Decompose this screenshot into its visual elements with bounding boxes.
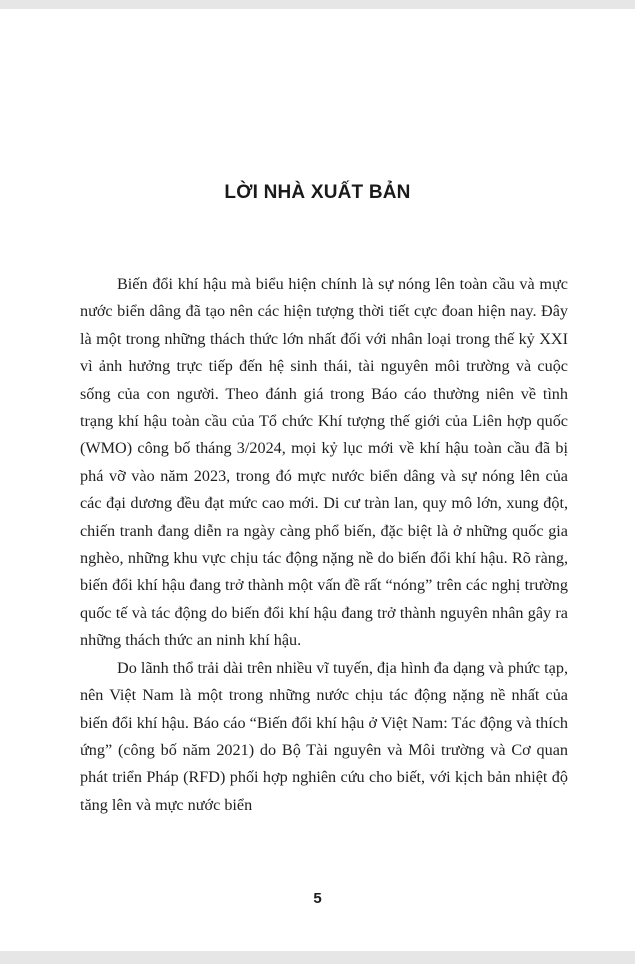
paragraph-1: Biến đổi khí hậu mà biểu hiện chính là sự nóng lên toàn cầu và mực nước biển dâng đã tạo nên các hiện tượng thời tiết cực đoan hiện nay. Đây là một trong những thách thức lớn nhất đối với nhân loại trong thế kỷ XXI vì ảnh hưởng trực tiếp đến hệ sinh thái, tài nguyên môi trường và cuộc sống của con người. Theo đánh giá trong Báo cáo thường niên về tình trạng khí hậu toàn cầu của Tổ chức Khí tượng thế giới của Liên hợp quốc (WMO) công bố tháng 3/2024, mọi kỷ lục mới về khí hậu toàn cầu đã bị phá vỡ vào năm 2023, trong đó mực nước biển dâng và sự nóng lên của các đại dương đều đạt mức cao mới. Di cư tràn lan, quy mô lớn, xung đột, chiến tranh đang diễn ra ngày càng phổ biến, đặc biệt là ở những quốc gia nghèo, những khu vực chịu tác động nặng nề do biến đổi khí hậu. Rõ ràng, biến đổi khí hậu đang trở thành một vấn đề rất “nóng” trên các nghị trường quốc tế và tác động do biến đổi khí hậu đang trở thành nguyên nhân gây ra những thách thức an ninh khí hậu. bbox=[80, 275, 568, 650]
page-number: 5 bbox=[313, 890, 322, 907]
book-page bbox=[0, 9, 635, 951]
body-text bbox=[80, 271, 568, 819]
paragraph-2: Do lãnh thổ trải dài trên nhiều vĩ tuyến, địa hình đa dạng và phức tạp, nên Việt Nam là một trong những nước chịu tác động nặng nề nhất của biến đổi khí hậu. Báo cáo “Biến đổi khí hậu ở Việt Nam: Tác động và thích ứng” (công bố năm 2021) do Bộ Tài nguyên và Môi trường và Cơ quan phát triển Pháp (RFD) phối hợp nghiên cứu cho biết, với kịch bản nhiệt độ tăng lên và mực nước biển bbox=[80, 658, 568, 814]
page-title: LỜI NHÀ XUẤT BẢN bbox=[224, 182, 411, 203]
